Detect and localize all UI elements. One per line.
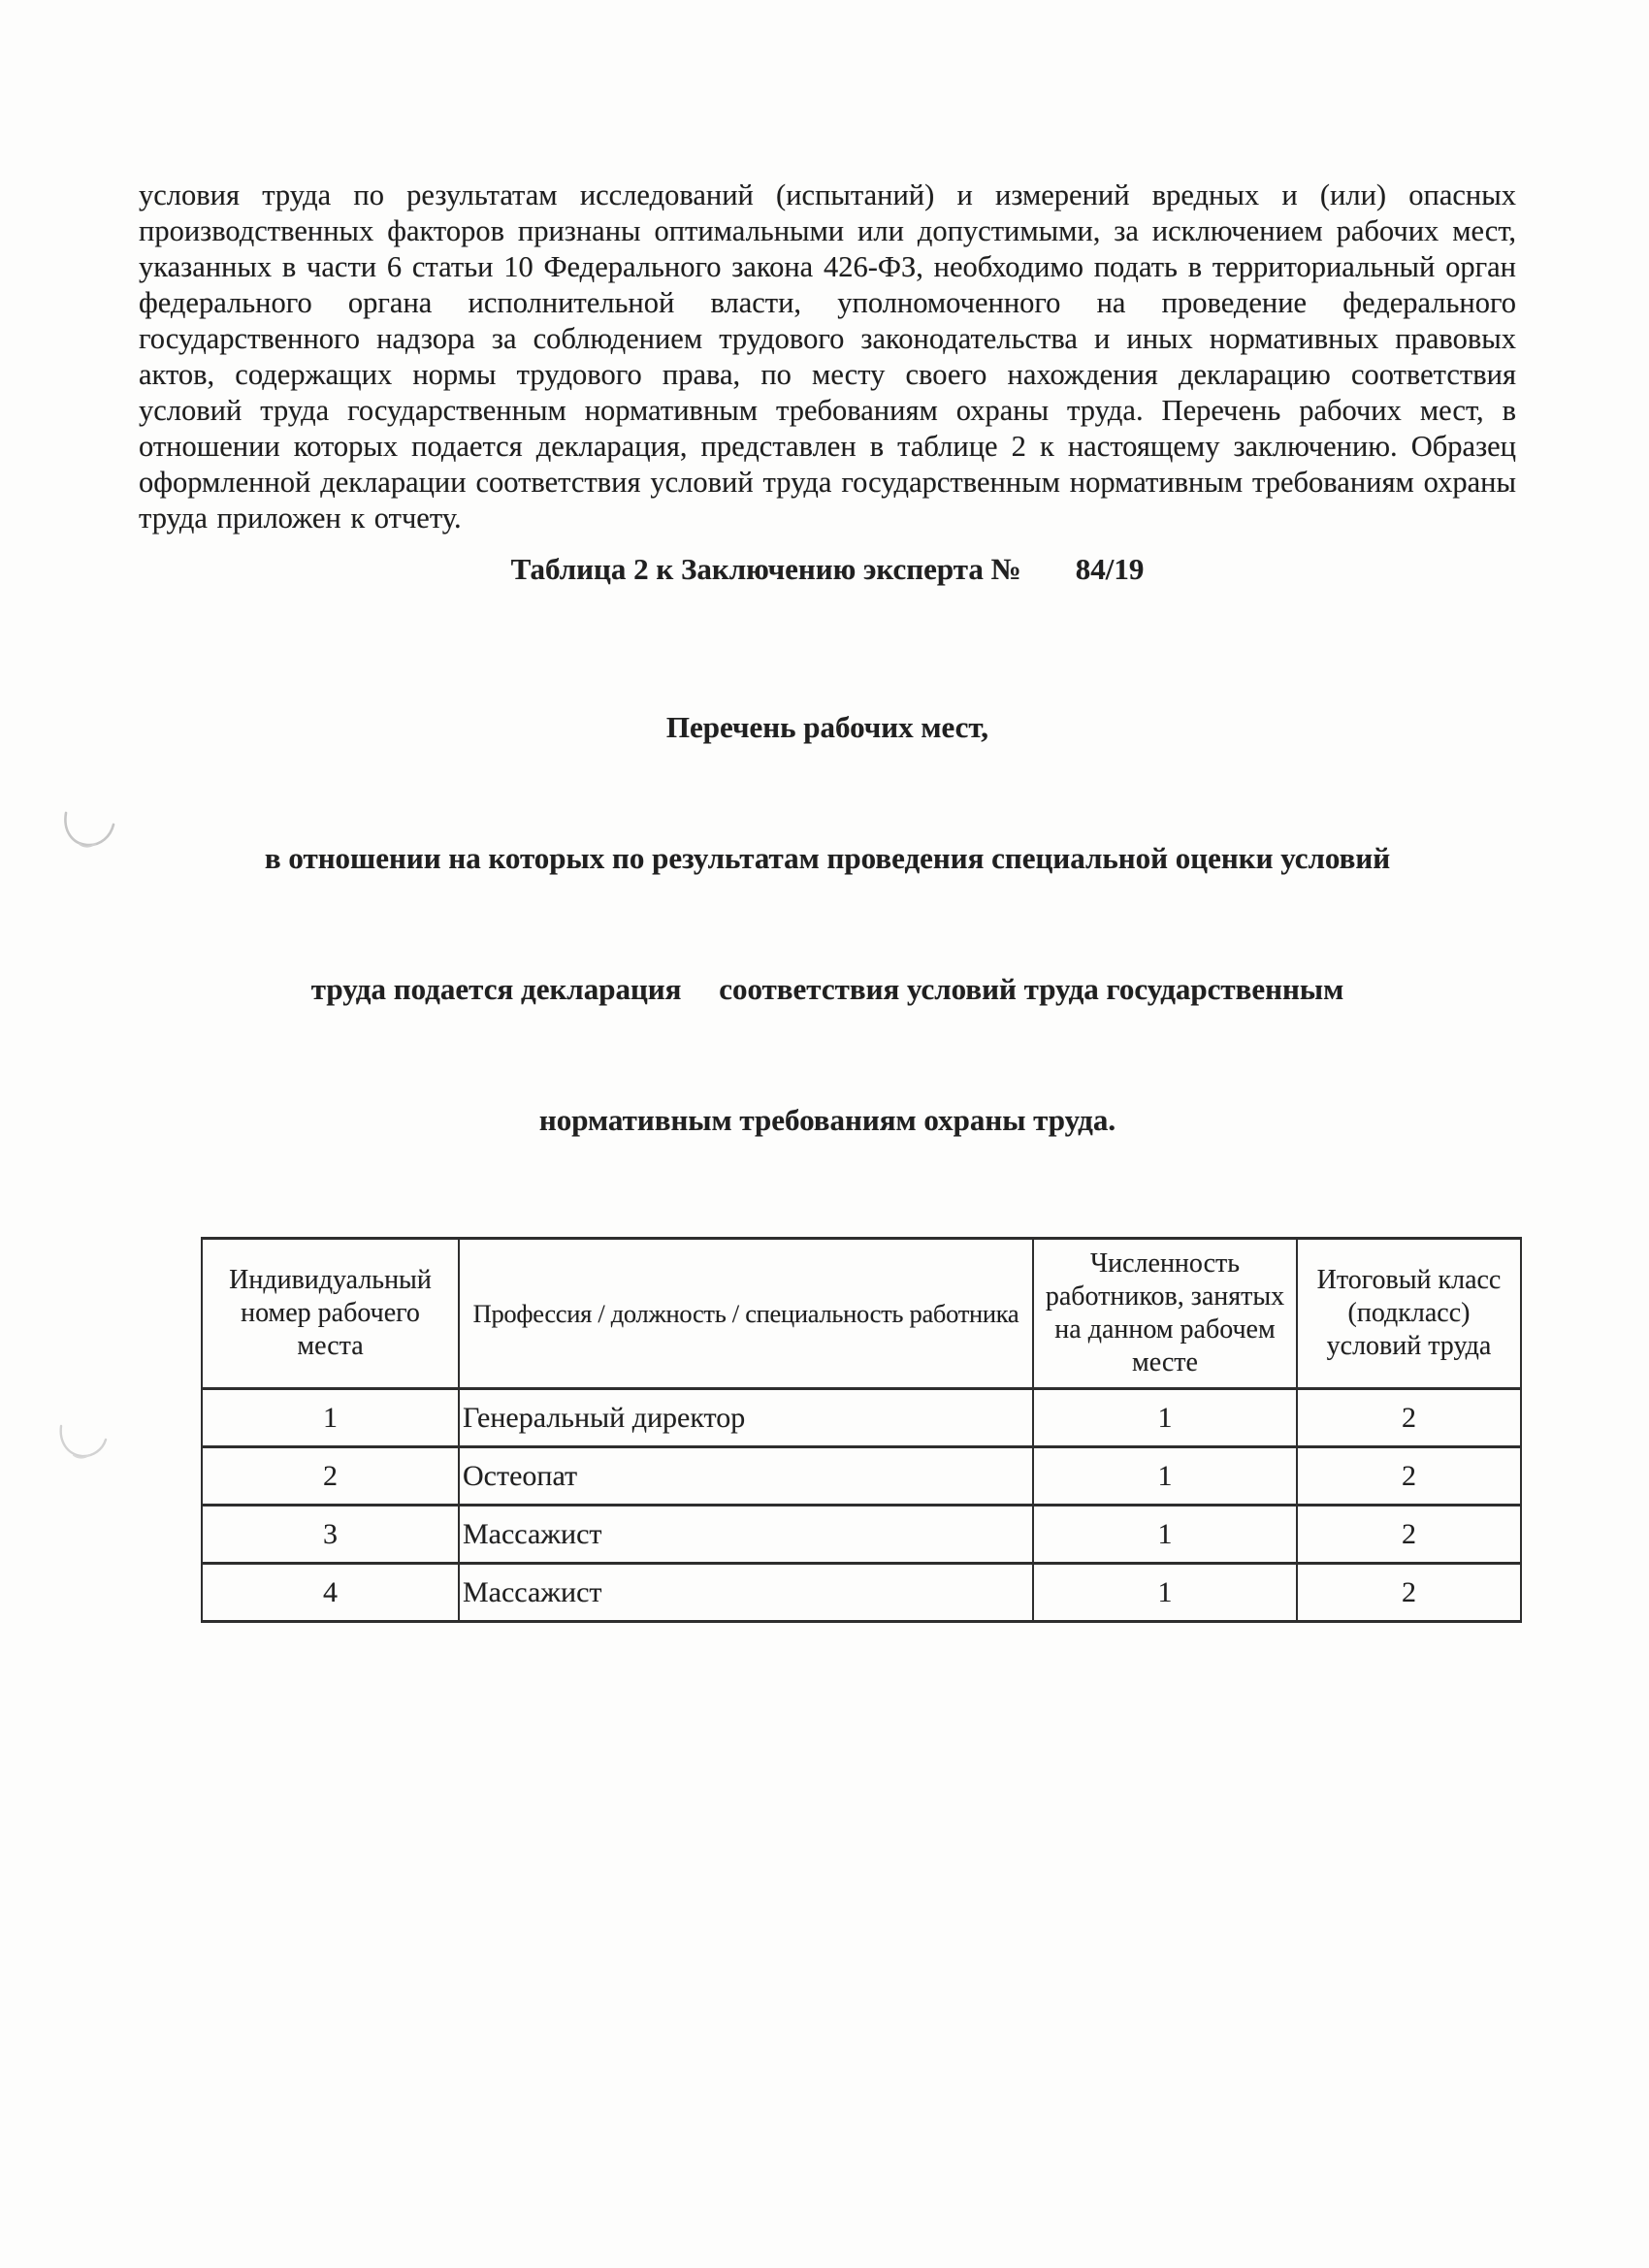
page-content [139, 0, 1516, 1623]
cell-labor-class: 2 [1297, 1389, 1521, 1447]
table-row [202, 1506, 1521, 1564]
cell-workers-count: 1 [1033, 1389, 1297, 1447]
cell-labor-class: 2 [1297, 1506, 1521, 1564]
table-caption-label: Таблица 2 к Заключению эксперта № [510, 552, 1021, 586]
header-workplace-number: Индивидуальный номер рабочего места [202, 1239, 459, 1389]
cell-workplace-number: 2 [202, 1447, 459, 1506]
table-title-line-3: труда подается декларация соответствия условий труда государственным [310, 972, 1344, 1006]
header-labor-class: Итоговый класс (подкласс) условий труда [1297, 1239, 1521, 1389]
table-caption-number: 84/19 [1075, 552, 1145, 586]
cell-profession: Массажист [459, 1564, 1033, 1622]
cell-profession: Остеопат [459, 1447, 1033, 1506]
worklist-table-body [202, 1389, 1521, 1622]
table-title [139, 618, 1516, 1229]
worklist-table [201, 1237, 1522, 1623]
header-profession: Профессия / должность / специальность работника [459, 1239, 1033, 1389]
table-row [202, 1389, 1521, 1447]
cell-workers-count: 1 [1033, 1506, 1297, 1564]
cell-workplace-number: 1 [202, 1389, 459, 1447]
table-header-row [202, 1239, 1521, 1389]
pencil-mark-top [58, 805, 122, 858]
pencil-mark-bottom [54, 1420, 114, 1467]
cell-labor-class: 2 [1297, 1447, 1521, 1506]
header-workers-count: Численность работников, занятых на данном рабочем месте [1033, 1239, 1297, 1389]
cell-profession: Массажист [459, 1506, 1033, 1564]
cell-workers-count: 1 [1033, 1447, 1297, 1506]
table-title-line-1: Перечень рабочих мест, [665, 710, 989, 744]
cell-workplace-number: 4 [202, 1564, 459, 1622]
table-row [202, 1447, 1521, 1506]
cell-labor-class: 2 [1297, 1564, 1521, 1622]
table-row [202, 1564, 1521, 1622]
cell-profession: Генеральный директор [459, 1389, 1033, 1447]
body-paragraph: условия труда по результатам исследований (испытаний) и измерений вредных и (или) опасных производственных факторов признаны оптимальными или допустимыми, за исключением рабочих мест, указанных в части 6 статьи 10 Федерального закона 426-ФЗ, необходимо подать в территориальный орган федерального органа исполнительной власти, уполномоченного на проведение федерального государственного надзора за соблюдением трудового законодательства и иных нормативных правовых актов, содержащих нормы трудового права, по месту своего нахождения декларацию соответствия условий труда государственным нормативным требованиям охраны труда. Перечень рабочих мест, в отношении которых подается декларация, представлен в таблице 2 к настоящему заключению. Образец оформленной декларации соответствия условий труда государственным нормативным требованиям охраны труда приложен к отчету. [139, 178, 1516, 535]
cell-workers-count: 1 [1033, 1564, 1297, 1622]
cell-workplace-number: 3 [202, 1506, 459, 1564]
table-title-line-4: нормативным требованиям охраны труда. [538, 1103, 1116, 1137]
table-title-line-2: в отношении на которых по результатам проведения специальной оценки условий [264, 841, 1391, 875]
table-caption [139, 550, 1516, 589]
